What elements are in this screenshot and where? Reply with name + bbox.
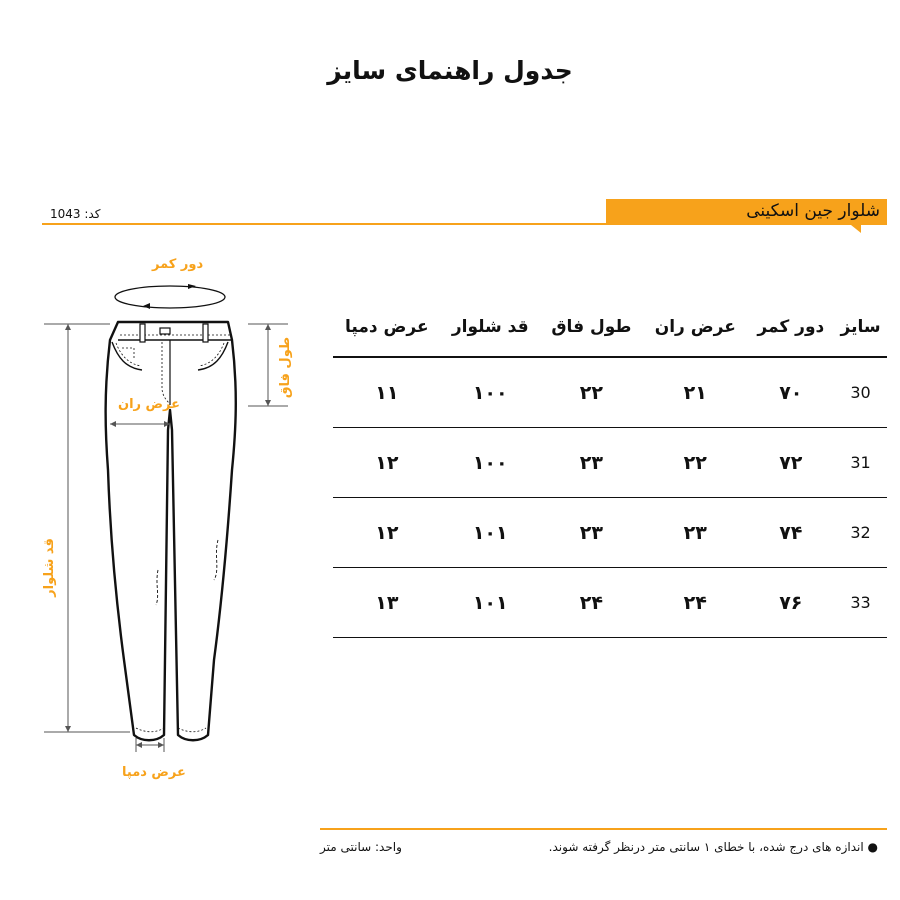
pocket-left bbox=[112, 342, 142, 370]
table-row bbox=[333, 357, 887, 428]
coin-pocket bbox=[122, 348, 134, 360]
table-cell: ۲۳ bbox=[540, 498, 643, 568]
table-cell: ۱۱ bbox=[333, 357, 441, 428]
table-cell: 30 bbox=[834, 357, 887, 428]
table-cell: ۷۲ bbox=[748, 428, 835, 498]
crotch-arrow-up-icon bbox=[265, 324, 271, 330]
table-cell: ۱۰۱ bbox=[441, 568, 540, 638]
knee-seam bbox=[156, 570, 158, 605]
footer-note bbox=[549, 840, 878, 854]
header-crotch: طول فاق bbox=[540, 298, 643, 357]
hem-stitch bbox=[178, 728, 206, 732]
table-cell: ۲۱ bbox=[643, 357, 748, 428]
length-arrow-up-icon bbox=[65, 324, 71, 330]
header-length: قد شلوار bbox=[441, 298, 540, 357]
table-cell: ۱۳ bbox=[333, 568, 441, 638]
header-thigh: عرض ران bbox=[643, 298, 748, 357]
waist-measure-ellipse bbox=[115, 286, 225, 308]
table-cell: ۲۳ bbox=[643, 498, 748, 568]
pocket-left-stitch bbox=[116, 343, 141, 366]
table-cell: 33 bbox=[834, 568, 887, 638]
thigh-arrow-left-icon bbox=[110, 421, 116, 427]
table-cell: ۲۳ bbox=[540, 428, 643, 498]
waist-button-icon bbox=[160, 328, 170, 334]
hem-arrow-left-icon bbox=[136, 742, 142, 748]
bullet-dot-icon: ● bbox=[867, 840, 878, 854]
table-cell: ۱۲ bbox=[333, 428, 441, 498]
table-row bbox=[333, 498, 887, 568]
table-cell: ۱۰۱ bbox=[441, 498, 540, 568]
table-cell: 31 bbox=[834, 428, 887, 498]
product-code: کد: 1043 bbox=[50, 207, 101, 221]
header-hem: عرض دمپا bbox=[333, 298, 441, 357]
size-table bbox=[333, 298, 887, 638]
table-cell: ۷۰ bbox=[748, 357, 835, 428]
waist-arrow-left-icon bbox=[143, 303, 150, 309]
footer-unit: واحد: سانتی متر bbox=[320, 840, 402, 854]
pants-outline bbox=[106, 322, 236, 740]
table-cell: ۲۲ bbox=[540, 357, 643, 428]
thigh-label: عرض ران bbox=[118, 397, 181, 412]
pocket-right-stitch bbox=[199, 343, 224, 366]
table-row bbox=[333, 568, 887, 638]
header-waist: دور کمر bbox=[748, 298, 835, 357]
length-arrow-down-icon bbox=[65, 726, 71, 732]
table-header-row bbox=[333, 298, 887, 357]
table-cell: ۲۴ bbox=[643, 568, 748, 638]
header-size: سایز bbox=[834, 298, 887, 357]
hem-arrow-right-icon bbox=[158, 742, 164, 748]
product-name: شلوار جین اسکینی bbox=[746, 201, 880, 221]
table-cell: ۲۲ bbox=[643, 428, 748, 498]
hem-stitch bbox=[136, 728, 164, 732]
pants-diagram bbox=[0, 240, 300, 800]
hem-label: عرض دمپا bbox=[122, 765, 186, 780]
page-title: جدول راهنمای سایز bbox=[327, 56, 573, 85]
crotch-label: طول فاق bbox=[278, 336, 294, 399]
belt-loop bbox=[140, 324, 145, 342]
table-cell: ۷۶ bbox=[748, 568, 835, 638]
banner-tab bbox=[851, 225, 861, 233]
fly-stitch bbox=[162, 342, 170, 404]
table-row bbox=[333, 428, 887, 498]
table-cell: ۱۰۰ bbox=[441, 428, 540, 498]
table-cell: ۱۰۰ bbox=[441, 357, 540, 428]
crotch-arrow-down-icon bbox=[265, 400, 271, 406]
table-cell: ۷۴ bbox=[748, 498, 835, 568]
footer-note-text: اندازه های درج شده، با خطای ۱ سانتی متر درنظر گرفته شوند. bbox=[548, 840, 864, 854]
table-cell: ۲۴ bbox=[540, 568, 643, 638]
belt-loop bbox=[203, 324, 208, 342]
table-cell: 32 bbox=[834, 498, 887, 568]
length-label: قد شلوار bbox=[41, 538, 57, 597]
knee-seam bbox=[214, 540, 218, 580]
waist-label: دور کمر bbox=[152, 257, 204, 272]
pocket-right bbox=[198, 342, 228, 370]
table-cell: ۱۲ bbox=[333, 498, 441, 568]
footer-divider bbox=[320, 828, 887, 830]
